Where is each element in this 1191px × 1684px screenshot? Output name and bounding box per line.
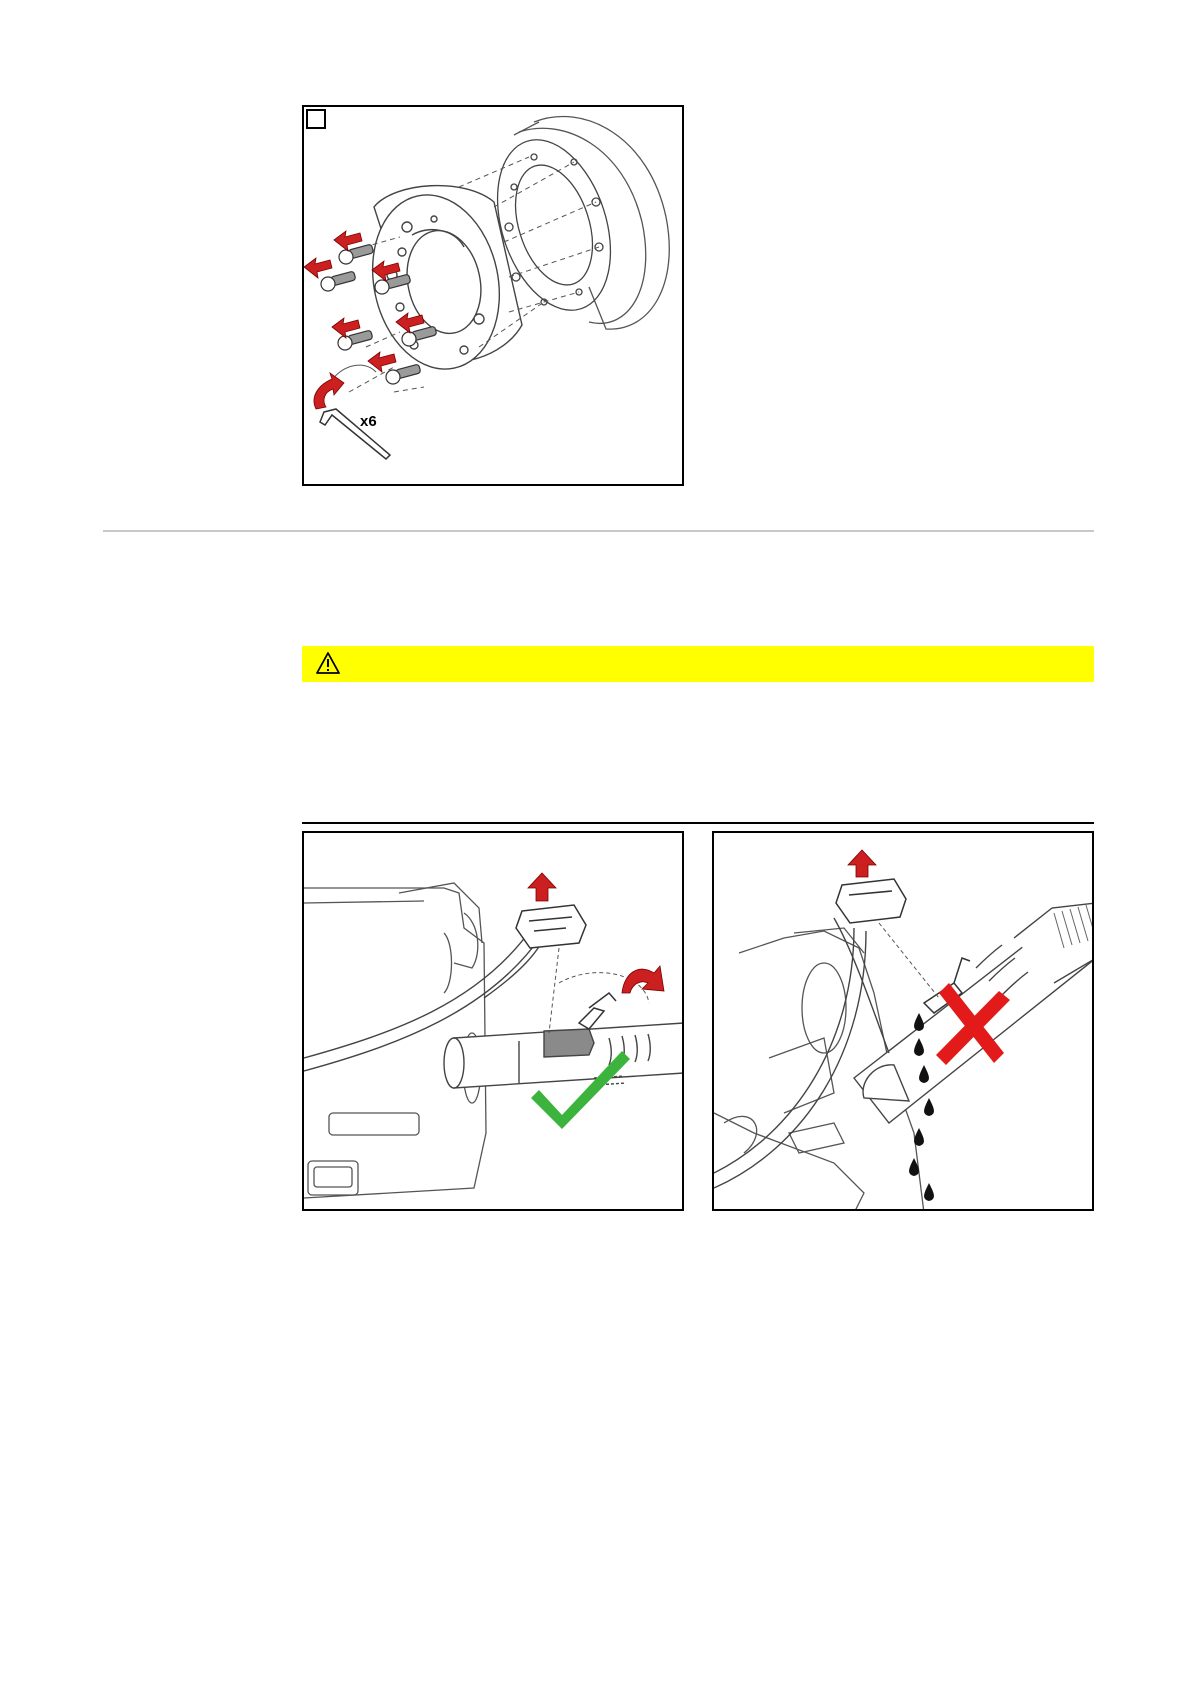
torch-neck	[444, 1023, 684, 1088]
hex-key-icon	[320, 409, 390, 459]
warning-banner	[302, 646, 1094, 682]
rotate-arrow-icon	[314, 365, 376, 409]
figure-wrong-removal	[712, 831, 1094, 1211]
arrow-icon	[848, 850, 876, 877]
quantity-label: x6	[360, 413, 377, 430]
warning-triangle-icon	[315, 651, 341, 675]
wrong-removal-illustration	[714, 833, 1094, 1211]
correct-removal-illustration	[304, 833, 684, 1211]
drum-housing	[514, 116, 669, 329]
figure-correct-removal	[302, 831, 684, 1211]
figure-rule	[302, 822, 1094, 824]
figure-flange-disassembly	[302, 105, 684, 486]
section-divider	[103, 530, 1094, 532]
connector-clip	[516, 905, 616, 1029]
